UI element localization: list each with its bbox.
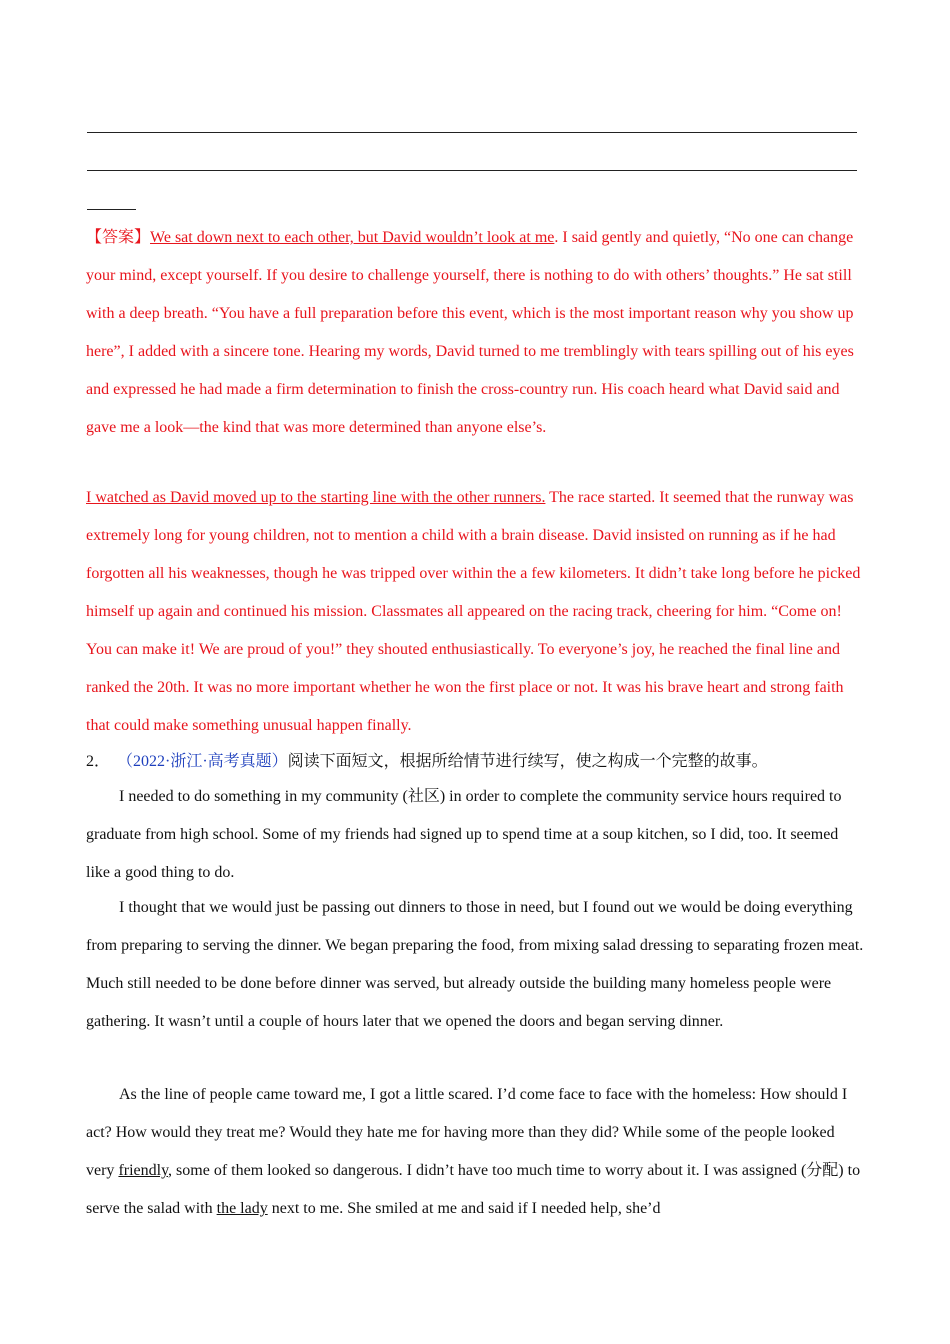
question-instruction: 阅读下面短文，根据所给情节进行续写，使之构成一个完整的故事。 <box>287 753 768 770</box>
answer-paragraph-2 <box>86 479 864 745</box>
passage-underlined-word-1: friendly <box>118 1162 169 1179</box>
question-source: （2022·浙江·高考真题） <box>117 753 288 770</box>
question-number: 2． <box>86 753 111 770</box>
answer-given-sentence-2: I watched as David moved up to the starting line with the other runners. <box>86 489 546 506</box>
answer-blank-line-3 <box>87 209 136 210</box>
answer-text-2: The race started. It seemed that the runway was extremely long for young children, not to mention a child with a brain disease. David insisted on running as if he had forgotten all his weaknesses, though he was tripped over within the a few kilometers. It didn’t take long before he picked himself up again and continued his mission. Classmates all appeared on the racing track, cheering for him. “Come on! You can make it! We are proud of you!” they shouted enthusiastically. To everyone’s joy, he reached the final line and ranked the 20th. It was no more important whether he won the first place or not. It was his brave heart and strong faith that could make something unusual happen finally. <box>86 489 861 734</box>
answer-given-sentence-1: We sat down next to each other, but David wouldn’t look at me <box>150 229 555 246</box>
answer-text-1: . I said gently and quietly, “No one can change your mind, except yourself. If you desire to challenge yourself, there is nothing to do with others’ thoughts.” He sat still with a deep breath. “You have a full preparation before this event, which is the most important reason why you show up here”, I added with a sincere tone. Hearing my words, David turned to me tremblingly with tears spilling out of his eyes and expressed he had made a firm determination to finish the cross-country run. His coach heard what David said and gave me a look—the kind that was more determined than anyone else’s. <box>86 229 854 436</box>
passage-paragraph-3 <box>86 1076 864 1228</box>
answer-blank-line-2 <box>87 170 857 171</box>
answer-paragraph-1 <box>86 219 864 447</box>
passage-underlined-word-2: the lady <box>216 1200 268 1217</box>
passage-paragraph-1: I needed to do something in my community (社区) in order to complete the community service hours required to graduate from high school. Some of my friends had signed up to spend time at a soup kitchen, so I did, too. It seemed like a good thing to do. <box>86 788 842 881</box>
passage-text-3b: , some of them looked so dangerous. I didn’t have too much time to worry about it. I was assigned (分配) to serve the salad with <box>86 1162 861 1217</box>
passage-text-3c: next to me. She smiled at me and said if I needed help, she’d <box>267 1200 661 1217</box>
answer-tag: 【答案】 <box>86 229 151 246</box>
answer-blank-line-1 <box>87 132 857 133</box>
passage-text-3a: As the line of people came toward me, I got a little scared. I’d come face to face with the homeless: How should I act? How would they treat me? Would they hate me for having more than they did? While some of the people looked very <box>86 1086 848 1179</box>
question-header <box>117 747 768 777</box>
passage-paragraph-2: I thought that we would just be passing out dinners to those in need, but I found out we would be doing everything from preparing to serving the dinner. We began preparing the food, from mixing salad dressing to separating frozen meat. Much still needed to be done before dinner was served, but already outside the building many homeless people were gathering. It wasn’t until a couple of hours later that we opened the doors and began serving dinner. <box>86 899 864 1030</box>
